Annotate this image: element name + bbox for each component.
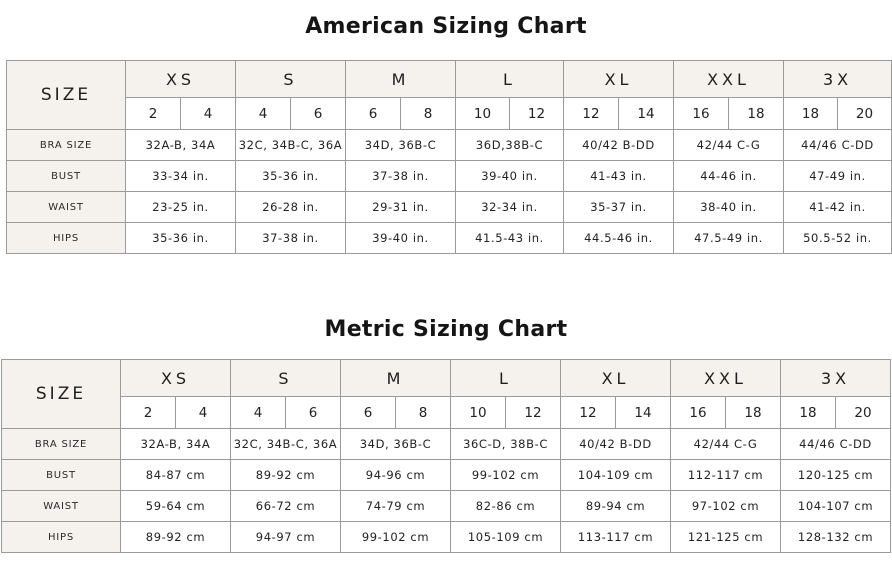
- table-cell: 89-94 cm: [561, 491, 671, 522]
- table-cell: 97-102 cm: [671, 491, 781, 522]
- table-cell: 94-96 cm: [341, 460, 451, 491]
- table-cell: 35-36 in.: [126, 223, 236, 254]
- table-cell: 29-31 in.: [346, 192, 456, 223]
- measurement-row-bra-size: [7, 130, 892, 161]
- numeric-size: 2: [126, 98, 181, 130]
- table-cell: 34D, 36B-C: [341, 429, 451, 460]
- size-name-xs: XS: [126, 61, 236, 98]
- table-cell: 44.5-46 in.: [564, 223, 674, 254]
- size-name-3x: 3X: [781, 360, 891, 397]
- size-name-xl: XL: [564, 61, 674, 98]
- table-cell: 41-42 in.: [784, 192, 892, 223]
- numeric-size: 14: [616, 397, 671, 429]
- size-name-xxl: XXL: [671, 360, 781, 397]
- metric-chart-title: Metric Sizing Chart: [324, 317, 568, 342]
- table-cell: 113-117 cm: [561, 522, 671, 553]
- table-cell: 74-79 cm: [341, 491, 451, 522]
- american-chart-title: American Sizing Chart: [305, 14, 587, 39]
- numeric-size: 6: [291, 98, 346, 130]
- table-cell: 44/46 C-DD: [781, 429, 891, 460]
- table-cell: 23-25 in.: [126, 192, 236, 223]
- american-sizing-table: [6, 60, 892, 254]
- table-cell: 44/46 C-DD: [784, 130, 892, 161]
- table-cell: 32A-B, 34A: [126, 130, 236, 161]
- numeric-size: 12: [506, 397, 561, 429]
- measurement-row-hips: [7, 223, 892, 254]
- numeric-size: 16: [674, 98, 729, 130]
- numeric-size: 14: [619, 98, 674, 130]
- table-cell: 47.5-49 in.: [674, 223, 784, 254]
- measurement-row-bra-size: [2, 429, 891, 460]
- row-label: BRA SIZE: [7, 130, 126, 161]
- size-name-xs: XS: [121, 360, 231, 397]
- metric-sizing-table: [1, 359, 891, 553]
- row-label: WAIST: [2, 491, 121, 522]
- row-label: HIPS: [2, 522, 121, 553]
- table-cell: 32C, 34B-C, 36A: [236, 130, 346, 161]
- table-cell: 37-38 in.: [236, 223, 346, 254]
- table-cell: 94-97 cm: [231, 522, 341, 553]
- size-name-m: M: [341, 360, 451, 397]
- size-name-l: L: [456, 61, 564, 98]
- table-cell: 121-125 cm: [671, 522, 781, 553]
- size-name-row: [7, 61, 892, 98]
- row-label: BUST: [7, 161, 126, 192]
- numeric-size: 16: [671, 397, 726, 429]
- size-name-row: [2, 360, 891, 397]
- table-cell: 40/42 B-DD: [561, 429, 671, 460]
- table-cell: 128-132 cm: [781, 522, 891, 553]
- numeric-size: 12: [510, 98, 564, 130]
- table-cell: 41.5-43 in.: [456, 223, 564, 254]
- size-name-s: S: [236, 61, 346, 98]
- table-cell: 42/44 C-G: [671, 429, 781, 460]
- numeric-size: 20: [838, 98, 892, 130]
- row-label: HIPS: [7, 223, 126, 254]
- numeric-size-row: [2, 397, 891, 429]
- row-label: BRA SIZE: [2, 429, 121, 460]
- numeric-size: 8: [401, 98, 456, 130]
- numeric-size: 10: [451, 397, 506, 429]
- numeric-size: 6: [341, 397, 396, 429]
- numeric-size: 6: [286, 397, 341, 429]
- size-name-l: L: [451, 360, 561, 397]
- measurement-row-bust: [7, 161, 892, 192]
- table-cell: 104-107 cm: [781, 491, 891, 522]
- table-cell: 82-86 cm: [451, 491, 561, 522]
- table-cell: 33-34 in.: [126, 161, 236, 192]
- table-cell: 32C, 34B-C, 36A: [231, 429, 341, 460]
- table-cell: 99-102 cm: [341, 522, 451, 553]
- numeric-size: 2: [121, 397, 176, 429]
- table-cell: 32-34 in.: [456, 192, 564, 223]
- size-name-m: M: [346, 61, 456, 98]
- table-cell: 84-87 cm: [121, 460, 231, 491]
- measurement-row-waist: [2, 491, 891, 522]
- table-cell: 38-40 in.: [674, 192, 784, 223]
- table-cell: 37-38 in.: [346, 161, 456, 192]
- table-cell: 120-125 cm: [781, 460, 891, 491]
- numeric-size: 4: [176, 397, 231, 429]
- numeric-size: 10: [456, 98, 510, 130]
- table-cell: 47-49 in.: [784, 161, 892, 192]
- numeric-size: 12: [564, 98, 619, 130]
- table-cell: 104-109 cm: [561, 460, 671, 491]
- numeric-size: 4: [236, 98, 291, 130]
- table-cell: 112-117 cm: [671, 460, 781, 491]
- size-name-xl: XL: [561, 360, 671, 397]
- size-name-s: S: [231, 360, 341, 397]
- table-cell: 34D, 36B-C: [346, 130, 456, 161]
- table-cell: 40/42 B-DD: [564, 130, 674, 161]
- table-cell: 99-102 cm: [451, 460, 561, 491]
- table-cell: 44-46 in.: [674, 161, 784, 192]
- measurement-row-hips: [2, 522, 891, 553]
- table-cell: 42/44 C-G: [674, 130, 784, 161]
- table-cell: 36D,38B-C: [456, 130, 564, 161]
- numeric-size: 18: [781, 397, 836, 429]
- numeric-size: 8: [396, 397, 451, 429]
- numeric-size: 4: [231, 397, 286, 429]
- table-cell: 41-43 in.: [564, 161, 674, 192]
- table-cell: 66-72 cm: [231, 491, 341, 522]
- table-cell: 89-92 cm: [231, 460, 341, 491]
- table-cell: 35-37 in.: [564, 192, 674, 223]
- table-cell: 32A-B, 34A: [121, 429, 231, 460]
- size-name-3x: 3X: [784, 61, 892, 98]
- row-label: BUST: [2, 460, 121, 491]
- numeric-size: 20: [836, 397, 891, 429]
- table-cell: 50.5-52 in.: [784, 223, 892, 254]
- table-cell: 59-64 cm: [121, 491, 231, 522]
- size-header-label: SIZE: [2, 360, 121, 429]
- numeric-size: 18: [729, 98, 784, 130]
- measurement-row-bust: [2, 460, 891, 491]
- numeric-size: 6: [346, 98, 401, 130]
- table-cell: 35-36 in.: [236, 161, 346, 192]
- table-cell: 39-40 in.: [456, 161, 564, 192]
- table-cell: 36C-D, 38B-C: [451, 429, 561, 460]
- numeric-size: 18: [726, 397, 781, 429]
- numeric-size-row: [7, 98, 892, 130]
- row-label: WAIST: [7, 192, 126, 223]
- numeric-size: 18: [784, 98, 838, 130]
- numeric-size: 12: [561, 397, 616, 429]
- size-name-xxl: XXL: [674, 61, 784, 98]
- table-cell: 26-28 in.: [236, 192, 346, 223]
- table-cell: 39-40 in.: [346, 223, 456, 254]
- measurement-row-waist: [7, 192, 892, 223]
- table-cell: 105-109 cm: [451, 522, 561, 553]
- table-cell: 89-92 cm: [121, 522, 231, 553]
- numeric-size: 4: [181, 98, 236, 130]
- size-header-label: SIZE: [7, 61, 126, 130]
